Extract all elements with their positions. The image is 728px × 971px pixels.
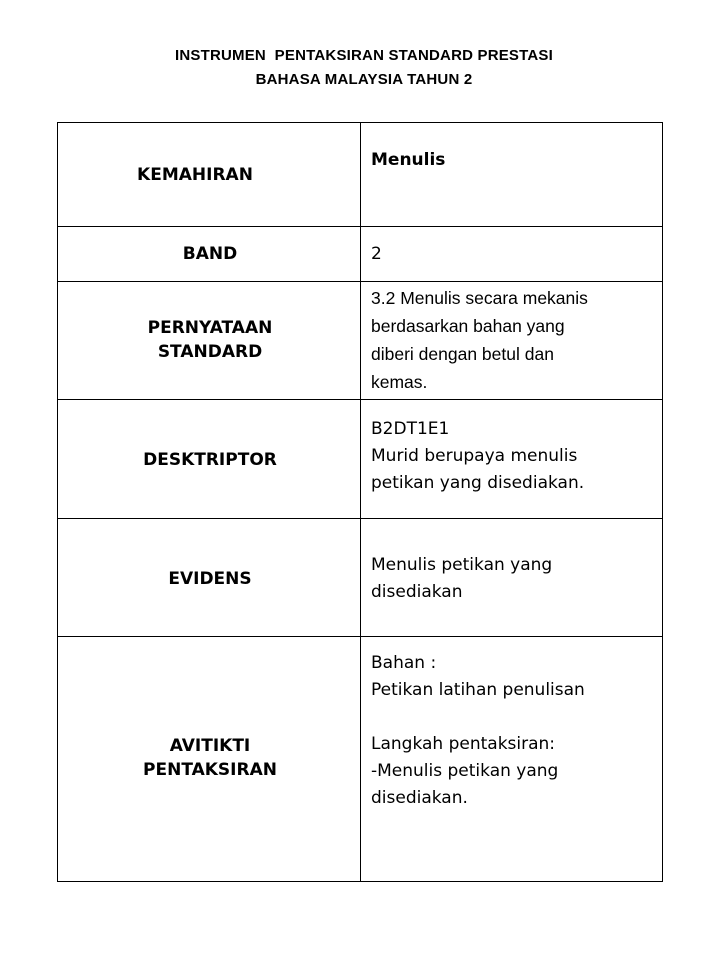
pernyataan-standard-value-line: 3.2 Menulis secara mekanis (371, 288, 588, 308)
pernyataan-standard-label (110, 316, 310, 364)
kemahiran-label: KEMAHIRAN (137, 165, 253, 185)
deskriptor-label: DESKTRIPTOR (143, 450, 277, 470)
aktiviti-pentaksiran-label (110, 734, 310, 782)
aktiviti-pentaksiran-value-line: disediakan. (371, 788, 468, 808)
table-row-divider (57, 281, 663, 282)
aktiviti-pentaksiran-label-line: PENTAKSIRAN (143, 760, 277, 780)
aktiviti-pentaksiran-label-line: AVITIKTI (169, 736, 251, 756)
table-row-divider (57, 399, 663, 400)
aktiviti-pentaksiran-value-line: Petikan latihan penulisan (371, 680, 585, 700)
deskriptor-value-line: B2DT1E1 (371, 419, 450, 439)
table-row-divider (57, 636, 663, 637)
band-value: 2 (371, 244, 382, 264)
aktiviti-pentaksiran-value-line (371, 704, 661, 731)
deskriptor-value (371, 416, 661, 497)
table-column-divider (360, 122, 361, 882)
pernyataan-standard-value-line: diberi dengan betul dan (371, 344, 554, 364)
document-title-line-2: BAHASA MALAYSIA TAHUN 2 (255, 71, 473, 88)
document-title-line-1: INSTRUMEN PENTAKSIRAN STANDARD PRESTASI (174, 47, 553, 64)
pernyataan-standard-value-line: kemas. (371, 372, 428, 392)
band-label: BAND (182, 244, 238, 264)
table-row-divider (57, 226, 663, 227)
deskriptor-value-line: Murid berupaya menulis (371, 446, 578, 466)
pernyataan-standard-label-line: PERNYATAAN (147, 318, 273, 338)
aktiviti-pentaksiran-value (371, 650, 661, 812)
aktiviti-pentaksiran-value-line: Langkah pentaksiran: (371, 734, 556, 754)
evidens-value-line: Menulis petikan yang (371, 555, 553, 575)
aktiviti-pentaksiran-value-line: Bahan : (371, 653, 437, 673)
pernyataan-standard-value (371, 284, 661, 396)
deskriptor-value-line: petikan yang disediakan. (371, 473, 585, 493)
aktiviti-pentaksiran-value-line: -Menulis petikan yang (371, 761, 559, 781)
table-row-divider (57, 518, 663, 519)
pernyataan-standard-value-line: berdasarkan bahan yang (371, 316, 565, 336)
evidens-value (371, 552, 661, 606)
kemahiran-value: Menulis (371, 150, 446, 170)
pernyataan-standard-label-line: STANDARD (157, 342, 263, 362)
evidens-label: EVIDENS (168, 569, 252, 589)
evidens-value-line: disediakan (371, 582, 463, 602)
